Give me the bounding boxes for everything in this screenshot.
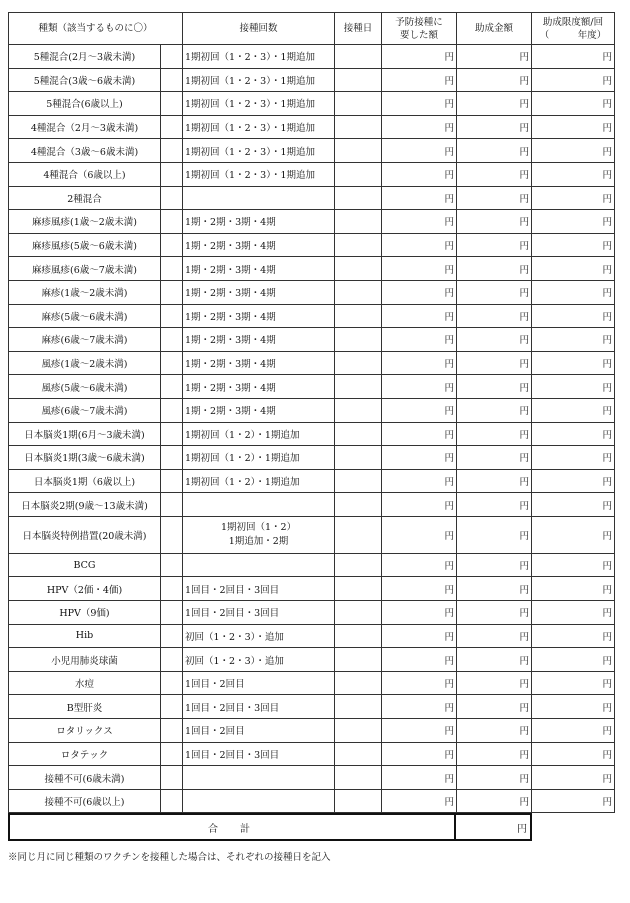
table-row [9, 469, 615, 493]
date-field[interactable] [335, 162, 382, 186]
vaccine-type-cell: 麻疹風疹(5歳～6歳未満) [9, 233, 161, 257]
vaccine-type-cell: 5種混合(3歳～6歳未満) [9, 68, 161, 92]
vaccine-type-cell: 5種混合(2月～3歳未満) [9, 45, 161, 69]
total-row [9, 814, 531, 840]
subsidy-amount-field[interactable]: 円 [457, 577, 532, 601]
circle-select-cell[interactable] [161, 577, 183, 601]
vaccine-type-cell: 日本脳炎1期(6月～3歳未満) [9, 422, 161, 446]
subsidy-amount-field[interactable]: 円 [457, 186, 532, 210]
date-field[interactable] [335, 553, 382, 577]
date-field[interactable] [335, 398, 382, 422]
circle-select-cell[interactable] [161, 446, 183, 470]
cost-amount-field[interactable]: 円 [382, 115, 457, 139]
circle-select-cell[interactable] [161, 398, 183, 422]
vaccine-type-cell: 水痘 [9, 671, 161, 695]
subsidy-amount-field[interactable]: 円 [457, 328, 532, 352]
limit-amount-field[interactable]: 円 [532, 210, 615, 234]
date-field[interactable] [335, 493, 382, 517]
table-row [9, 516, 615, 553]
subsidy-amount-field[interactable]: 円 [457, 68, 532, 92]
doses-cell[interactable]: 1期・2期・3期・4期 [183, 398, 335, 422]
circle-select-cell[interactable] [161, 92, 183, 116]
subsidy-amount-field[interactable]: 円 [457, 766, 532, 790]
subsidy-amount-field[interactable]: 円 [457, 304, 532, 328]
subsidy-amount-field[interactable]: 円 [457, 695, 532, 719]
table-row [9, 162, 615, 186]
cost-amount-field[interactable]: 円 [382, 162, 457, 186]
doses-cell[interactable]: 1回目・2回目・3回目 [183, 742, 335, 766]
subsidy-amount-field[interactable]: 円 [457, 280, 532, 304]
doses-cell[interactable]: 1期・2期・3期・4期 [183, 233, 335, 257]
cost-amount-field[interactable]: 円 [382, 719, 457, 743]
cost-amount-field[interactable]: 円 [382, 375, 457, 399]
date-field[interactable] [335, 671, 382, 695]
cost-amount-field[interactable]: 円 [382, 398, 457, 422]
circle-select-cell[interactable] [161, 766, 183, 790]
doses-cell[interactable]: 1期・2期・3期・4期 [183, 304, 335, 328]
header-row [9, 13, 615, 45]
subsidy-amount-field[interactable]: 円 [457, 493, 532, 517]
limit-amount-field[interactable]: 円 [532, 624, 615, 648]
date-field[interactable] [335, 422, 382, 446]
limit-amount-field[interactable]: 円 [532, 398, 615, 422]
table-row [9, 186, 615, 210]
limit-amount-field[interactable]: 円 [532, 601, 615, 625]
doses-cell[interactable] [183, 186, 335, 210]
cost-amount-field[interactable]: 円 [382, 92, 457, 116]
circle-select-cell[interactable] [161, 493, 183, 517]
vaccination-form [8, 12, 614, 863]
date-field[interactable] [335, 577, 382, 601]
date-field[interactable] [335, 766, 382, 790]
cost-amount-field[interactable]: 円 [382, 671, 457, 695]
doses-cell[interactable]: 1期初回（1・2）・1期追加 [183, 422, 335, 446]
circle-select-cell[interactable] [161, 68, 183, 92]
vaccine-type-cell: 麻疹(6歳～7歳未満) [9, 328, 161, 352]
doses-cell[interactable]: 1期・2期・3期・4期 [183, 257, 335, 281]
cost-amount-field[interactable]: 円 [382, 553, 457, 577]
circle-select-cell[interactable] [161, 139, 183, 163]
table-row [9, 257, 615, 281]
date-field[interactable] [335, 742, 382, 766]
limit-amount-field[interactable]: 円 [532, 139, 615, 163]
table-row [9, 446, 615, 470]
limit-amount-field[interactable]: 円 [532, 493, 615, 517]
doses-cell[interactable]: 1期初回（1・2・3）・1期追加 [183, 115, 335, 139]
table-row [9, 789, 615, 813]
doses-cell[interactable] [183, 516, 335, 553]
limit-amount-field[interactable]: 円 [532, 742, 615, 766]
table-row [9, 553, 615, 577]
vaccine-type-cell: 接種不可(6歳未満) [9, 766, 161, 790]
date-field[interactable] [335, 789, 382, 813]
subsidy-amount-field[interactable]: 円 [457, 624, 532, 648]
vaccine-type-cell: 麻疹風疹(6歳～7歳未満) [9, 257, 161, 281]
circle-select-cell[interactable] [161, 742, 183, 766]
circle-select-cell[interactable] [161, 553, 183, 577]
circle-select-cell[interactable] [161, 233, 183, 257]
total-table [8, 813, 532, 841]
cost-amount-field[interactable]: 円 [382, 695, 457, 719]
circle-select-cell[interactable] [161, 375, 183, 399]
date-field[interactable] [335, 233, 382, 257]
circle-select-cell[interactable] [161, 304, 183, 328]
doses-cell[interactable]: 1期初回（1・2・3）・1期追加 [183, 162, 335, 186]
table-row [9, 92, 615, 116]
circle-select-cell[interactable] [161, 162, 183, 186]
circle-select-cell[interactable] [161, 257, 183, 281]
subsidy-amount-field[interactable]: 円 [457, 45, 532, 69]
date-field[interactable] [335, 375, 382, 399]
limit-amount-field[interactable]: 円 [532, 789, 615, 813]
table-row [9, 280, 615, 304]
limit-amount-field[interactable]: 円 [532, 115, 615, 139]
limit-amount-field[interactable]: 円 [532, 577, 615, 601]
table-row [9, 601, 615, 625]
limit-amount-field[interactable]: 円 [532, 719, 615, 743]
cost-amount-field[interactable]: 円 [382, 446, 457, 470]
cost-amount-field[interactable]: 円 [382, 577, 457, 601]
limit-amount-field[interactable]: 円 [532, 68, 615, 92]
circle-select-cell[interactable] [161, 695, 183, 719]
limit-amount-field[interactable]: 円 [532, 45, 615, 69]
table-row [9, 45, 615, 69]
vaccination-table [8, 12, 615, 813]
header-limit-line2: （ 年度） [539, 29, 607, 41]
vaccine-type-cell: 5種混合(6歳以上) [9, 92, 161, 116]
vaccine-type-cell: 4種混合（3歳～6歳未満) [9, 139, 161, 163]
table-row [9, 351, 615, 375]
table-row [9, 577, 615, 601]
header-limit [532, 13, 615, 45]
cost-amount-field[interactable]: 円 [382, 45, 457, 69]
cost-amount-field[interactable]: 円 [382, 304, 457, 328]
subsidy-amount-field[interactable]: 円 [457, 789, 532, 813]
doses-cell[interactable]: 1期初回（1・2・3）・1期追加 [183, 139, 335, 163]
circle-select-cell[interactable] [161, 671, 183, 695]
table-row [9, 624, 615, 648]
vaccine-type-cell: 風疹(1歳～2歳未満) [9, 351, 161, 375]
cost-amount-field[interactable]: 円 [382, 742, 457, 766]
subsidy-amount-field[interactable]: 円 [457, 469, 532, 493]
subsidy-amount-field[interactable]: 円 [457, 162, 532, 186]
header-type: 種類（該当するものに〇） [9, 13, 183, 45]
date-field[interactable] [335, 695, 382, 719]
header-cost [382, 13, 457, 45]
vaccine-type-cell: 日本脳炎特例措置(20歳未満) [9, 516, 161, 553]
doses-cell[interactable]: 1期初回（1・2・3）・1期追加 [183, 45, 335, 69]
cost-amount-field[interactable]: 円 [382, 766, 457, 790]
vaccine-type-cell: HPV（2価・4価) [9, 577, 161, 601]
doses-cell[interactable]: 1期・2期・3期・4期 [183, 351, 335, 375]
cost-amount-field[interactable]: 円 [382, 139, 457, 163]
doses-cell[interactable]: 1回目・2回目・3回目 [183, 601, 335, 625]
doses-cell[interactable]: 1期・2期・3期・4期 [183, 280, 335, 304]
vaccine-type-cell: 4種混合（6歳以上) [9, 162, 161, 186]
doses-cell[interactable]: 初回（1・2・3）・追加 [183, 648, 335, 672]
limit-amount-field[interactable]: 円 [532, 186, 615, 210]
header-limit-line1: 助成限度額/回 [542, 16, 604, 28]
vaccine-type-cell: 麻疹風疹(1歳～2歳未満) [9, 210, 161, 234]
table-row [9, 422, 615, 446]
date-field[interactable] [335, 624, 382, 648]
subsidy-amount-field[interactable]: 円 [457, 351, 532, 375]
limit-amount-field[interactable]: 円 [532, 328, 615, 352]
circle-select-cell[interactable] [161, 186, 183, 210]
limit-amount-field[interactable]: 円 [532, 304, 615, 328]
doses-cell[interactable] [183, 553, 335, 577]
subsidy-amount-field[interactable]: 円 [457, 375, 532, 399]
vaccine-type-cell: B型肝炎 [9, 695, 161, 719]
subsidy-amount-field[interactable]: 円 [457, 553, 532, 577]
date-field[interactable] [335, 446, 382, 470]
footnote: ※同じ月に同じ種類のワクチンを接種した場合は、それぞれの接種日を記入 [8, 852, 331, 864]
doses-cell[interactable]: 1期・2期・3期・4期 [183, 210, 335, 234]
subsidy-amount-field[interactable]: 円 [457, 671, 532, 695]
subsidy-amount-field[interactable]: 円 [457, 398, 532, 422]
doses-cell[interactable]: 1回目・2回目・3回目 [183, 695, 335, 719]
doses-line-1: 1期初回（1・2） [220, 521, 297, 533]
subsidy-amount-field[interactable]: 円 [457, 422, 532, 446]
circle-select-cell[interactable] [161, 516, 183, 553]
limit-amount-field[interactable]: 円 [532, 422, 615, 446]
limit-amount-field[interactable]: 円 [532, 375, 615, 399]
cost-amount-field[interactable]: 円 [382, 469, 457, 493]
circle-select-cell[interactable] [161, 624, 183, 648]
table-row [9, 233, 615, 257]
subsidy-amount-field[interactable]: 円 [457, 233, 532, 257]
limit-amount-field[interactable]: 円 [532, 257, 615, 281]
doses-cell[interactable]: 1期初回（1・2）・1期追加 [183, 446, 335, 470]
vaccine-type-cell: 麻疹(5歳～6歳未満) [9, 304, 161, 328]
cost-amount-field[interactable]: 円 [382, 351, 457, 375]
vaccine-type-cell: 風疹(5歳～6歳未満) [9, 375, 161, 399]
vaccine-type-cell: 接種不可(6歳以上) [9, 789, 161, 813]
circle-select-cell[interactable] [161, 115, 183, 139]
vaccine-type-cell: 4種混合（2月～3歳未満) [9, 115, 161, 139]
date-field[interactable] [335, 186, 382, 210]
date-field[interactable] [335, 351, 382, 375]
total-amount-field[interactable]: 円 [455, 814, 531, 840]
table-row [9, 210, 615, 234]
table-row [9, 648, 615, 672]
vaccine-type-cell: 2種混合 [9, 186, 161, 210]
header-cost-line1: 予防接種に [395, 16, 443, 28]
date-field[interactable] [335, 92, 382, 116]
limit-amount-field[interactable]: 円 [532, 92, 615, 116]
cost-amount-field[interactable]: 円 [382, 328, 457, 352]
limit-amount-field[interactable]: 円 [532, 162, 615, 186]
cost-amount-field[interactable]: 円 [382, 68, 457, 92]
date-field[interactable] [335, 139, 382, 163]
date-field[interactable] [335, 648, 382, 672]
header-date: 接種日 [335, 13, 382, 45]
vaccine-type-cell: 麻疹(1歳～2歳未満) [9, 280, 161, 304]
date-field[interactable] [335, 68, 382, 92]
vaccine-type-cell: ロタリックス [9, 719, 161, 743]
cost-amount-field[interactable]: 円 [382, 493, 457, 517]
cost-amount-field[interactable]: 円 [382, 648, 457, 672]
date-field[interactable] [335, 115, 382, 139]
subsidy-amount-field[interactable]: 円 [457, 742, 532, 766]
table-row [9, 68, 615, 92]
vaccine-type-cell: Hib [9, 624, 161, 648]
cost-amount-field[interactable]: 円 [382, 186, 457, 210]
table-row [9, 719, 615, 743]
doses-cell[interactable]: 1期初回（1・2）・1期追加 [183, 469, 335, 493]
limit-amount-field[interactable]: 円 [532, 766, 615, 790]
limit-amount-field[interactable]: 円 [532, 695, 615, 719]
limit-amount-field[interactable]: 円 [532, 516, 615, 553]
date-field[interactable] [335, 719, 382, 743]
doses-cell[interactable]: 1期初回（1・2・3）・1期追加 [183, 92, 335, 116]
date-field[interactable] [335, 469, 382, 493]
doses-cell[interactable]: 1期初回（1・2・3）・1期追加 [183, 68, 335, 92]
doses-cell[interactable]: 1期・2期・3期・4期 [183, 328, 335, 352]
limit-amount-field[interactable]: 円 [532, 446, 615, 470]
date-field[interactable] [335, 280, 382, 304]
limit-amount-field[interactable]: 円 [532, 671, 615, 695]
table-row [9, 742, 615, 766]
limit-amount-field[interactable]: 円 [532, 553, 615, 577]
header-cost-line2: 要した額 [400, 29, 439, 41]
date-field[interactable] [335, 45, 382, 69]
subsidy-amount-field[interactable]: 円 [457, 257, 532, 281]
circle-select-cell[interactable] [161, 719, 183, 743]
circle-select-cell[interactable] [161, 422, 183, 446]
cost-amount-field[interactable]: 円 [382, 422, 457, 446]
subsidy-amount-field[interactable]: 円 [457, 139, 532, 163]
date-field[interactable] [335, 210, 382, 234]
cost-amount-field[interactable]: 円 [382, 789, 457, 813]
table-row [9, 328, 615, 352]
circle-select-cell[interactable] [161, 45, 183, 69]
date-field[interactable] [335, 328, 382, 352]
vaccine-type-cell: 小児用肺炎球菌 [9, 648, 161, 672]
vaccine-type-cell: ロタテック [9, 742, 161, 766]
cost-amount-field[interactable]: 円 [382, 257, 457, 281]
circle-select-cell[interactable] [161, 328, 183, 352]
circle-select-cell[interactable] [161, 280, 183, 304]
table-row [9, 671, 615, 695]
circle-select-cell[interactable] [161, 210, 183, 234]
circle-select-cell[interactable] [161, 789, 183, 813]
limit-amount-field[interactable]: 円 [532, 351, 615, 375]
vaccine-type-cell: HPV（9価) [9, 601, 161, 625]
subsidy-amount-field[interactable]: 円 [457, 210, 532, 234]
table-row [9, 766, 615, 790]
limit-amount-field[interactable]: 円 [532, 469, 615, 493]
circle-select-cell[interactable] [161, 351, 183, 375]
limit-amount-field[interactable]: 円 [532, 233, 615, 257]
header-doses: 接種回数 [183, 13, 335, 45]
cost-amount-field[interactable]: 円 [382, 516, 457, 553]
header-subsidy: 助成金額 [457, 13, 532, 45]
doses-cell[interactable]: 1回目・2回目 [183, 671, 335, 695]
date-field[interactable] [335, 304, 382, 328]
table-row [9, 115, 615, 139]
subsidy-amount-field[interactable]: 円 [457, 601, 532, 625]
table-row [9, 398, 615, 422]
doses-cell[interactable] [183, 789, 335, 813]
doses-cell[interactable]: 1回目・2回目 [183, 719, 335, 743]
vaccine-type-cell: 日本脳炎1期(3歳～6歳未満) [9, 446, 161, 470]
limit-amount-field[interactable]: 円 [532, 280, 615, 304]
table-row [9, 304, 615, 328]
subsidy-amount-field[interactable]: 円 [457, 719, 532, 743]
cost-amount-field[interactable]: 円 [382, 624, 457, 648]
subsidy-amount-field[interactable]: 円 [457, 516, 532, 553]
doses-cell[interactable]: 初回（1・2・3）・追加 [183, 624, 335, 648]
doses-cell[interactable]: 1回目・2回目・3回目 [183, 577, 335, 601]
doses-cell[interactable]: 1期・2期・3期・4期 [183, 375, 335, 399]
doses-cell[interactable] [183, 493, 335, 517]
cost-amount-field[interactable]: 円 [382, 601, 457, 625]
vaccine-type-cell: 風疹(6歳～7歳未満) [9, 398, 161, 422]
subsidy-amount-field[interactable]: 円 [457, 92, 532, 116]
doses-cell[interactable] [183, 766, 335, 790]
vaccine-type-cell: 日本脳炎2期(9歳～13歳未満) [9, 493, 161, 517]
circle-select-cell[interactable] [161, 469, 183, 493]
cost-amount-field[interactable]: 円 [382, 280, 457, 304]
subsidy-amount-field[interactable]: 円 [457, 446, 532, 470]
date-field[interactable] [335, 601, 382, 625]
date-field[interactable] [335, 257, 382, 281]
circle-select-cell[interactable] [161, 648, 183, 672]
date-field[interactable] [335, 516, 382, 553]
doses-line-2: 1期追加・2期 [228, 535, 289, 547]
table-row [9, 139, 615, 163]
table-row [9, 493, 615, 517]
total-label: 合 計 [9, 814, 455, 840]
subsidy-amount-field[interactable]: 円 [457, 115, 532, 139]
vaccine-type-cell: 日本脳炎1期（6歳以上) [9, 469, 161, 493]
table-row [9, 695, 615, 719]
subsidy-amount-field[interactable]: 円 [457, 648, 532, 672]
table-row [9, 375, 615, 399]
cost-amount-field[interactable]: 円 [382, 233, 457, 257]
circle-select-cell[interactable] [161, 601, 183, 625]
vaccine-type-cell: BCG [9, 553, 161, 577]
limit-amount-field[interactable]: 円 [532, 648, 615, 672]
cost-amount-field[interactable]: 円 [382, 210, 457, 234]
